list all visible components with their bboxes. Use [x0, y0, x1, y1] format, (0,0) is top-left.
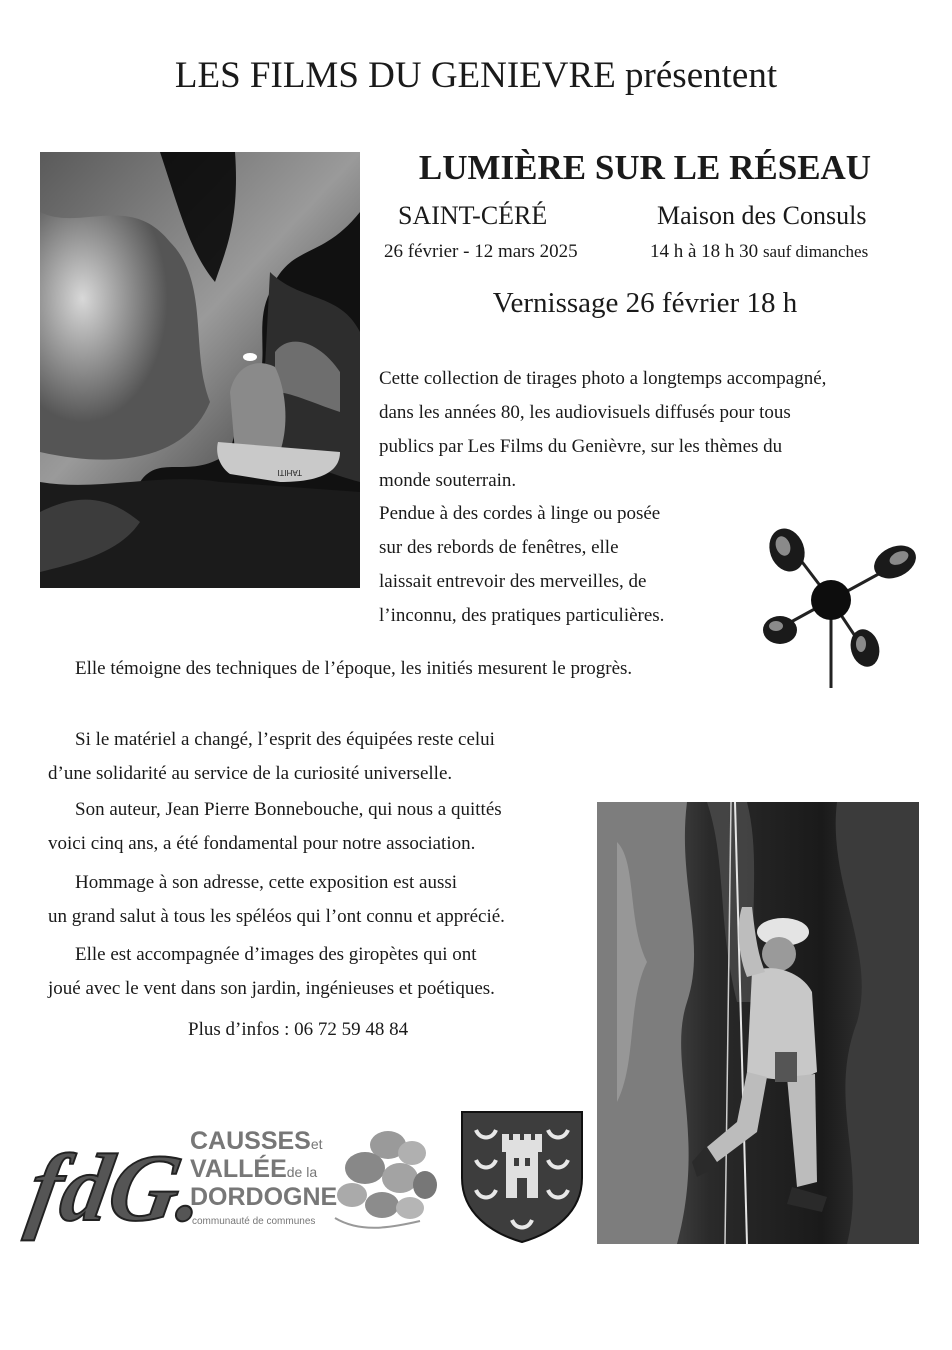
- ccvd-line3: DORDOGNE: [190, 1183, 338, 1211]
- p6-line: Hommage à son adresse, cette exposition est aussi: [75, 872, 458, 893]
- p4-line: d’une solidarité au service de la curiosité universelle.: [48, 763, 453, 784]
- p2-line: l’inconnu, des pratiques particulières.: [379, 605, 665, 626]
- p4-line: Si le matériel a changé, l’esprit des équipées reste celui: [75, 729, 495, 750]
- event-hours: [650, 240, 868, 264]
- p2-line: sur des rebords de fenêtres, elle: [379, 537, 619, 558]
- hours-main: 14 h à 18 h 30: [650, 241, 759, 262]
- paragraph-techniques: Elle témoigne des techniques de l’époque, les initiés mesurent le progrès.: [75, 658, 633, 679]
- p1-line: monde souterrain.: [379, 470, 517, 491]
- p2-line: Pendue à des cordes à linge ou posée: [379, 503, 661, 524]
- paragraph-giropetes: [48, 938, 588, 1006]
- paragraph-auteur: [48, 793, 578, 861]
- ccvd-causses: CAUSSES: [190, 1127, 311, 1155]
- pebbles-icon: [330, 1123, 440, 1233]
- boat-label: TAHITI: [277, 468, 302, 477]
- contact-phone: Plus d’infos : 06 72 59 48 84: [188, 1019, 409, 1040]
- ccvd-line4: communauté de communes: [192, 1216, 316, 1227]
- wind-whirligig-icon: [755, 520, 925, 690]
- caver-rope-photo-icon: [597, 802, 919, 1244]
- cave-boat-photo-icon: [40, 152, 360, 588]
- p5-line: voici cinq ans, a été fondamental pour notre association.: [48, 833, 476, 854]
- p7-line: Elle est accompagnée d’images des giropètes qui ont: [75, 944, 477, 965]
- p2-line: laissait entrevoir des merveilles, de: [379, 571, 647, 592]
- p1-line: dans les années 80, les audiovisuels diffusés pour tous: [379, 402, 791, 423]
- fdg-logo: [21, 1112, 214, 1241]
- paragraph-materiel: [48, 723, 578, 791]
- p1-line: Cette collection de tirages photo a longtemps accompagné,: [379, 368, 827, 389]
- ccvd-et: et: [310, 1136, 323, 1152]
- header-title: LES FILMS DU GENIEVRE présentent: [174, 55, 778, 96]
- event-city: SAINT-CÉRÉ: [398, 201, 548, 230]
- p7-line: joué avec le vent dans son jardin, ingénieuses et poétiques.: [48, 978, 495, 999]
- ccvd-line1: [190, 1127, 323, 1156]
- event-dates: 26 février - 12 mars 2025: [384, 241, 578, 262]
- event-title: LUMIÈRE SUR LE RÉSEAU: [418, 148, 872, 187]
- paragraph-hommage: [48, 866, 588, 934]
- paragraph-collection: [379, 362, 909, 498]
- vernissage: Vernissage 26 février 18 h: [492, 287, 798, 319]
- coat-of-arms-icon: [458, 1108, 586, 1244]
- event-venue: Maison des Consuls: [657, 201, 867, 230]
- ccvd-dela: de la: [286, 1164, 318, 1180]
- p5-line: Son auteur, Jean Pierre Bonnebouche, qui nous a quittés: [75, 799, 502, 820]
- paragraph-pendue: [379, 497, 739, 633]
- fdg-logo-text: fdG.: [21, 1134, 214, 1241]
- p6-line: un grand salut à tous les spéléos qui l’ont connu et apprécié.: [48, 906, 505, 927]
- hours-note: sauf dimanches: [762, 242, 869, 261]
- p1-line: publics par Les Films du Genièvre, sur les thèmes du: [379, 436, 783, 457]
- ccvd-line2: [190, 1155, 317, 1184]
- ccvd-vallee: VALLÉE: [190, 1155, 287, 1183]
- ccvd-logo: [190, 1115, 442, 1243]
